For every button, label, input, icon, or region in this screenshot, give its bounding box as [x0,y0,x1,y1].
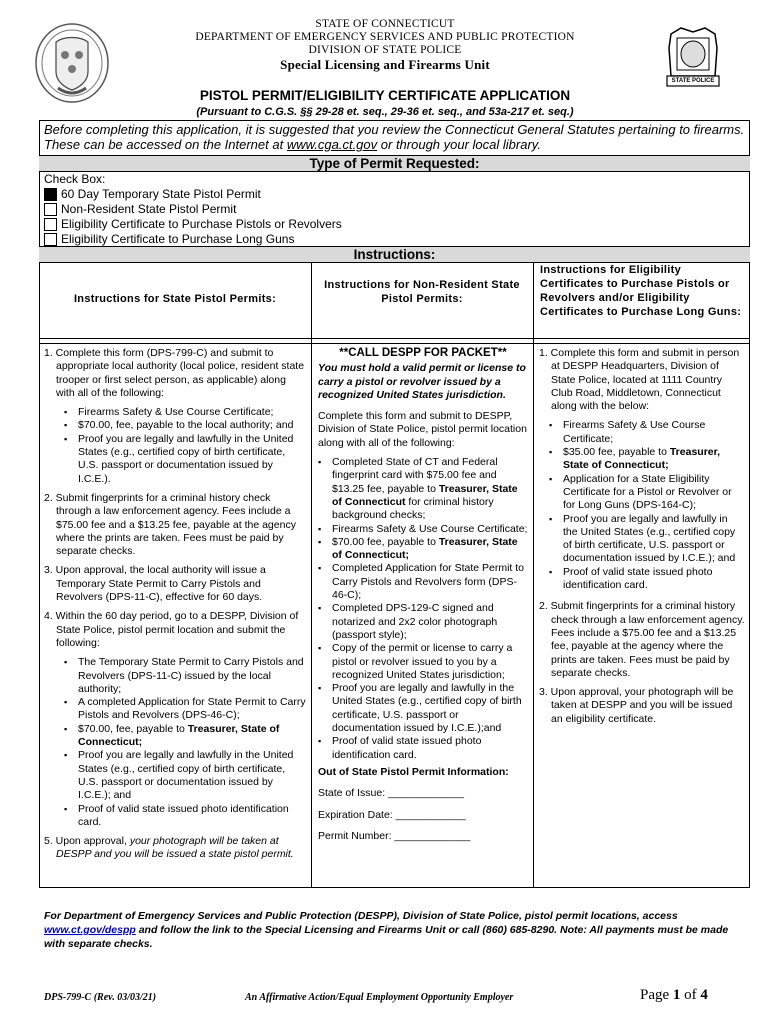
instructions-heading: Instructions: [39,246,750,263]
call-despp: **CALL DESPP FOR PACKET** [339,347,507,359]
despp-link[interactable]: www.ct.gov/despp [44,924,136,936]
badge-label: STATE POLICE [671,78,715,84]
col3-list: ▪ Firearms Safety & Use Course Certificate; ▪ $35.00 fee, payable to Treasurer, State of Connecticut; ▪ Application for a State Eligibility Certificate for a Pistol or Revolver or for Long Guns (DPS-164-C); ▪ Proof you are legally and lawfully in the United States (e.g., certified copy of birth certificate, U.S. passport or documentation issued by I.C.E.); and ▪ Proof of valid state issued photo identification card. [549,419,745,592]
state-of-issue-field[interactable]: State of Issue: _____________ [318,787,464,800]
option-non-resident[interactable]: Non-Resident State Pistol Permit [44,202,342,217]
state-name: STATE OF CONNECTICUT [315,18,455,30]
option-eligibility-pistols[interactable]: Eligibility Certificate to Purchase Pistols or Revolvers [44,217,342,232]
out-of-state-title: Out of State Pistol Permit Information: [318,765,509,778]
col1-body: 1. Complete this form (DPS-799-C) and submit to appropriate local authority (local police, resident state trooper or first select person, as applicable) along with all of the following: ▪ Firearms Safety & Use Course Certificate; ▪ $70.00, fee, payable to the local authority; and ▪ Proof you are legally and lawfully in the United States (e.g., certified copy of birth certificate, U.S. passport or documentation issued by I.C.E.). 2. Submit fingerprints for a criminal history check through a law enforcement agency. Fees include a $75.00 fee and a $13.25 fee, payable at the agency where the prints are taken. Fees must be paid by separate checks. 3. Upon approval, the local authority will issue a Temporary State Permit to Carry Pistols and Revolvers (DPS-11-C), effective for 60 days. 4. Within the 60 day period, go to a DESPP, Division of State Police, pistol permit location and submit the following: ▪ The Temporary State Permit to Carry Pistols and Revolvers (DPS-11-C) issued by the local authority; ▪ A completed Application for State Permit to Carry Pistols and Revolvers (DPS-46-C); ▪ $70.00, fee, payable to Treasurer, State of Connecticut; ▪ Proof you are legally and lawfully in the United States (e.g., certified copy of birth certificate, U.S. passport or documentation issued by I.C.E.); and ▪ Proof of valid state issued photo identification card. 5. Upon approval, your photograph will be taken at DESPP and you will be issued a state pistol permit. [44,347,306,868]
checkbox[interactable] [44,218,57,231]
col3-title: Instructions for Eligibility Certificates to Purchase Pistols or Revolvers and/or Eligibility Certificates to Purchase Long Guns: [540,264,742,318]
header-row-divider [39,338,750,339]
col1-title: Instructions for State Pistol Permits: [73,293,277,305]
form-id: DPS-799-C (Rev. 03/03/21) [44,992,157,1003]
col2-body: **CALL DESPP FOR PACKET** You must hold a valid permit or license to carry a pistol or revolver issued by a recognized United States jurisdiction. Complete this form and submit to DESPP, Division of State Police, pistol permit location along with all of the following: ▪ Completed State of CT and Federal fingerprint card with $75.00 fee and $13.25 fee, payable to Treasurer, State of Connecticut for criminal history background checks; ▪ Firearms Safety & Use Course Certificate; ▪ $70.00 fee, payable to Treasurer, State of Connecticut; ▪ Completed Application for State Permit to Carry Pistols and Revolvers form (DPS-46-C); ▪ Completed DPS-129-C signed and notarized and 2x2 color photograph (passport style); ▪ Copy of the permit or license to carry a pistol or revolver issued to you by a recognized United States jurisdiction; ▪ Proof you are legally and lawfully in the United States (e.g., certified copy of birth certificate, U.S. passport or documentation issued by I.C.E.);and ▪ Proof of valid state issued photo identification card. Out of State Pistol Permit Information: State of Issue: _____________ Expiration Date: ____________ Permit Number: _____________ [318,347,528,849]
permit-type-heading: Type of Permit Requested: [39,155,750,172]
col2-list: ▪ Completed State of CT and Federal fingerprint card with $75.00 fee and $13.25 fee, payable to Treasurer, State of Connecticut for criminal history background checks; ▪ Firearms Safety & Use Course Certificate; ▪ $70.00 fee, payable to Treasurer, State of Connecticut; ▪ Completed Application for State Permit to Carry Pistols and Revolvers form (DPS-46-C); ▪ Completed DPS-129-C signed and notarized and 2x2 color photograph (passport style); ▪ Copy of the permit or license to carry a pistol or revolver issued to you by a recognized United States jurisdiction; ▪ Proof you are legally and lawfully in the United States (e.g., certified copy of birth certificate, U.S. passport or documentation issued by I.C.E.);and ▪ Proof of valid state issued photo identification card. [318,456,528,762]
checkbox[interactable] [44,203,57,216]
letterhead [0,18,770,72]
footer-note: For Department of Emergency Services and Public Protection (DESPP), Division of State Police, pistol permit locations, access www.ct.gov/despp and follow the link to the Special Licensing and Firearms Unit or call (860) 685-8290. Note: All payments must be made with separate checks. [44,910,729,950]
option-eligibility-long-guns[interactable]: Eligibility Certificate to Purchase Long Guns [44,232,342,247]
intro-paragraph: Before completing this application, it is suggested that you review the Connecticut General Statutes pertaining to firearms. These can be accessed on the Internet at www.cga.ct.gov or through your local library. [44,122,745,152]
unit-name: Special Licensing and Firearms Unit [280,57,490,72]
division-name: DIVISION OF STATE POLICE [308,44,462,56]
header-row-divider [39,343,750,344]
col3-body: 1. Complete this form and submit in person at DESPP Headquarters, Division of State Police, located at 1111 Country Club Road, Middletown, Connecticut along with the below: ▪ Firearms Safety & Use Course Certificate; ▪ $35.00 fee, payable to Treasurer, State of Connecticut; ▪ Application for a State Eligibility Certificate for a Pistol or Revolver or for Long Guns (DPS-164-C); ▪ Proof you are legally and lawfully in the United States (e.g., certified copy of birth certificate, U.S. passport or documentation issued by I.C.E.); and ▪ Proof of valid state issued photo identification card. 2. Submit fingerprints for a criminal history check through a law enforcement agency. Fees include a $75.00 fee and a $13.25 fee, payable at the agency where the prints are taken. Fees must be paid by separate checks. 3. Upon approval, your photograph will be taken at DESPP and you will be issued an eligibility certificate. [539,347,745,732]
checkbox[interactable] [44,233,57,246]
check-box-label: Check Box: [44,172,106,186]
form-title: PISTOL PERMIT/ELIGIBILITY CERTIFICATE APPLICATION [199,88,571,103]
column-divider [311,263,312,888]
expiration-date-field[interactable]: Expiration Date: ____________ [318,808,466,821]
page-number: Page 1 of 4 [640,987,708,1003]
option-60-day-temporary[interactable]: 60 Day Temporary State Pistol Permit [44,187,342,202]
form-subtitle: (Pursuant to C.G.S. §§ 29-28 et. seq., 29-36 et. seq., and 53a-217 et. seq.) [196,106,574,118]
checkbox-checked[interactable] [44,188,57,201]
department-name: DEPARTMENT OF EMERGENCY SERVICES AND PUBLIC PROTECTION [195,31,575,43]
permit-number-field[interactable]: Permit Number: _____________ [318,829,471,842]
state-police-badge [665,26,721,90]
permit-type-checklist [44,172,342,247]
column-divider [533,263,534,888]
col1-s4-list: ▪ The Temporary State Permit to Carry Pistols and Revolvers (DPS-11-C) issued by the local authority; ▪ A completed Application for State Permit to Carry Pistols and Revolvers (DPS-46-C); ▪ $70.00, fee, payable to Treasurer, State of Connecticut; ▪ Proof you are legally and lawfully in the United States (e.g., certified copy of birth certificate, U.S. passport or documentation issued by I.C.E.); and ▪ Proof of valid state issued photo identification card. [64,656,306,829]
eeo-statement: An Affirmative Action/Equal Employment Opportunity Employer [245,992,514,1003]
cga-link[interactable]: www.cga.ct.gov [286,137,378,152]
col2-title: Instructions for Non-Resident State Pistol Permits: [324,279,520,305]
col1-s1-list: ▪ Firearms Safety & Use Course Certificate; ▪ $70.00, fee, payable to the local authority; and ▪ Proof you are legally and lawfully in the United States (e.g., certified copy of birth certificate, U.S. passport or documentation issued by I.C.E.). [64,406,306,486]
